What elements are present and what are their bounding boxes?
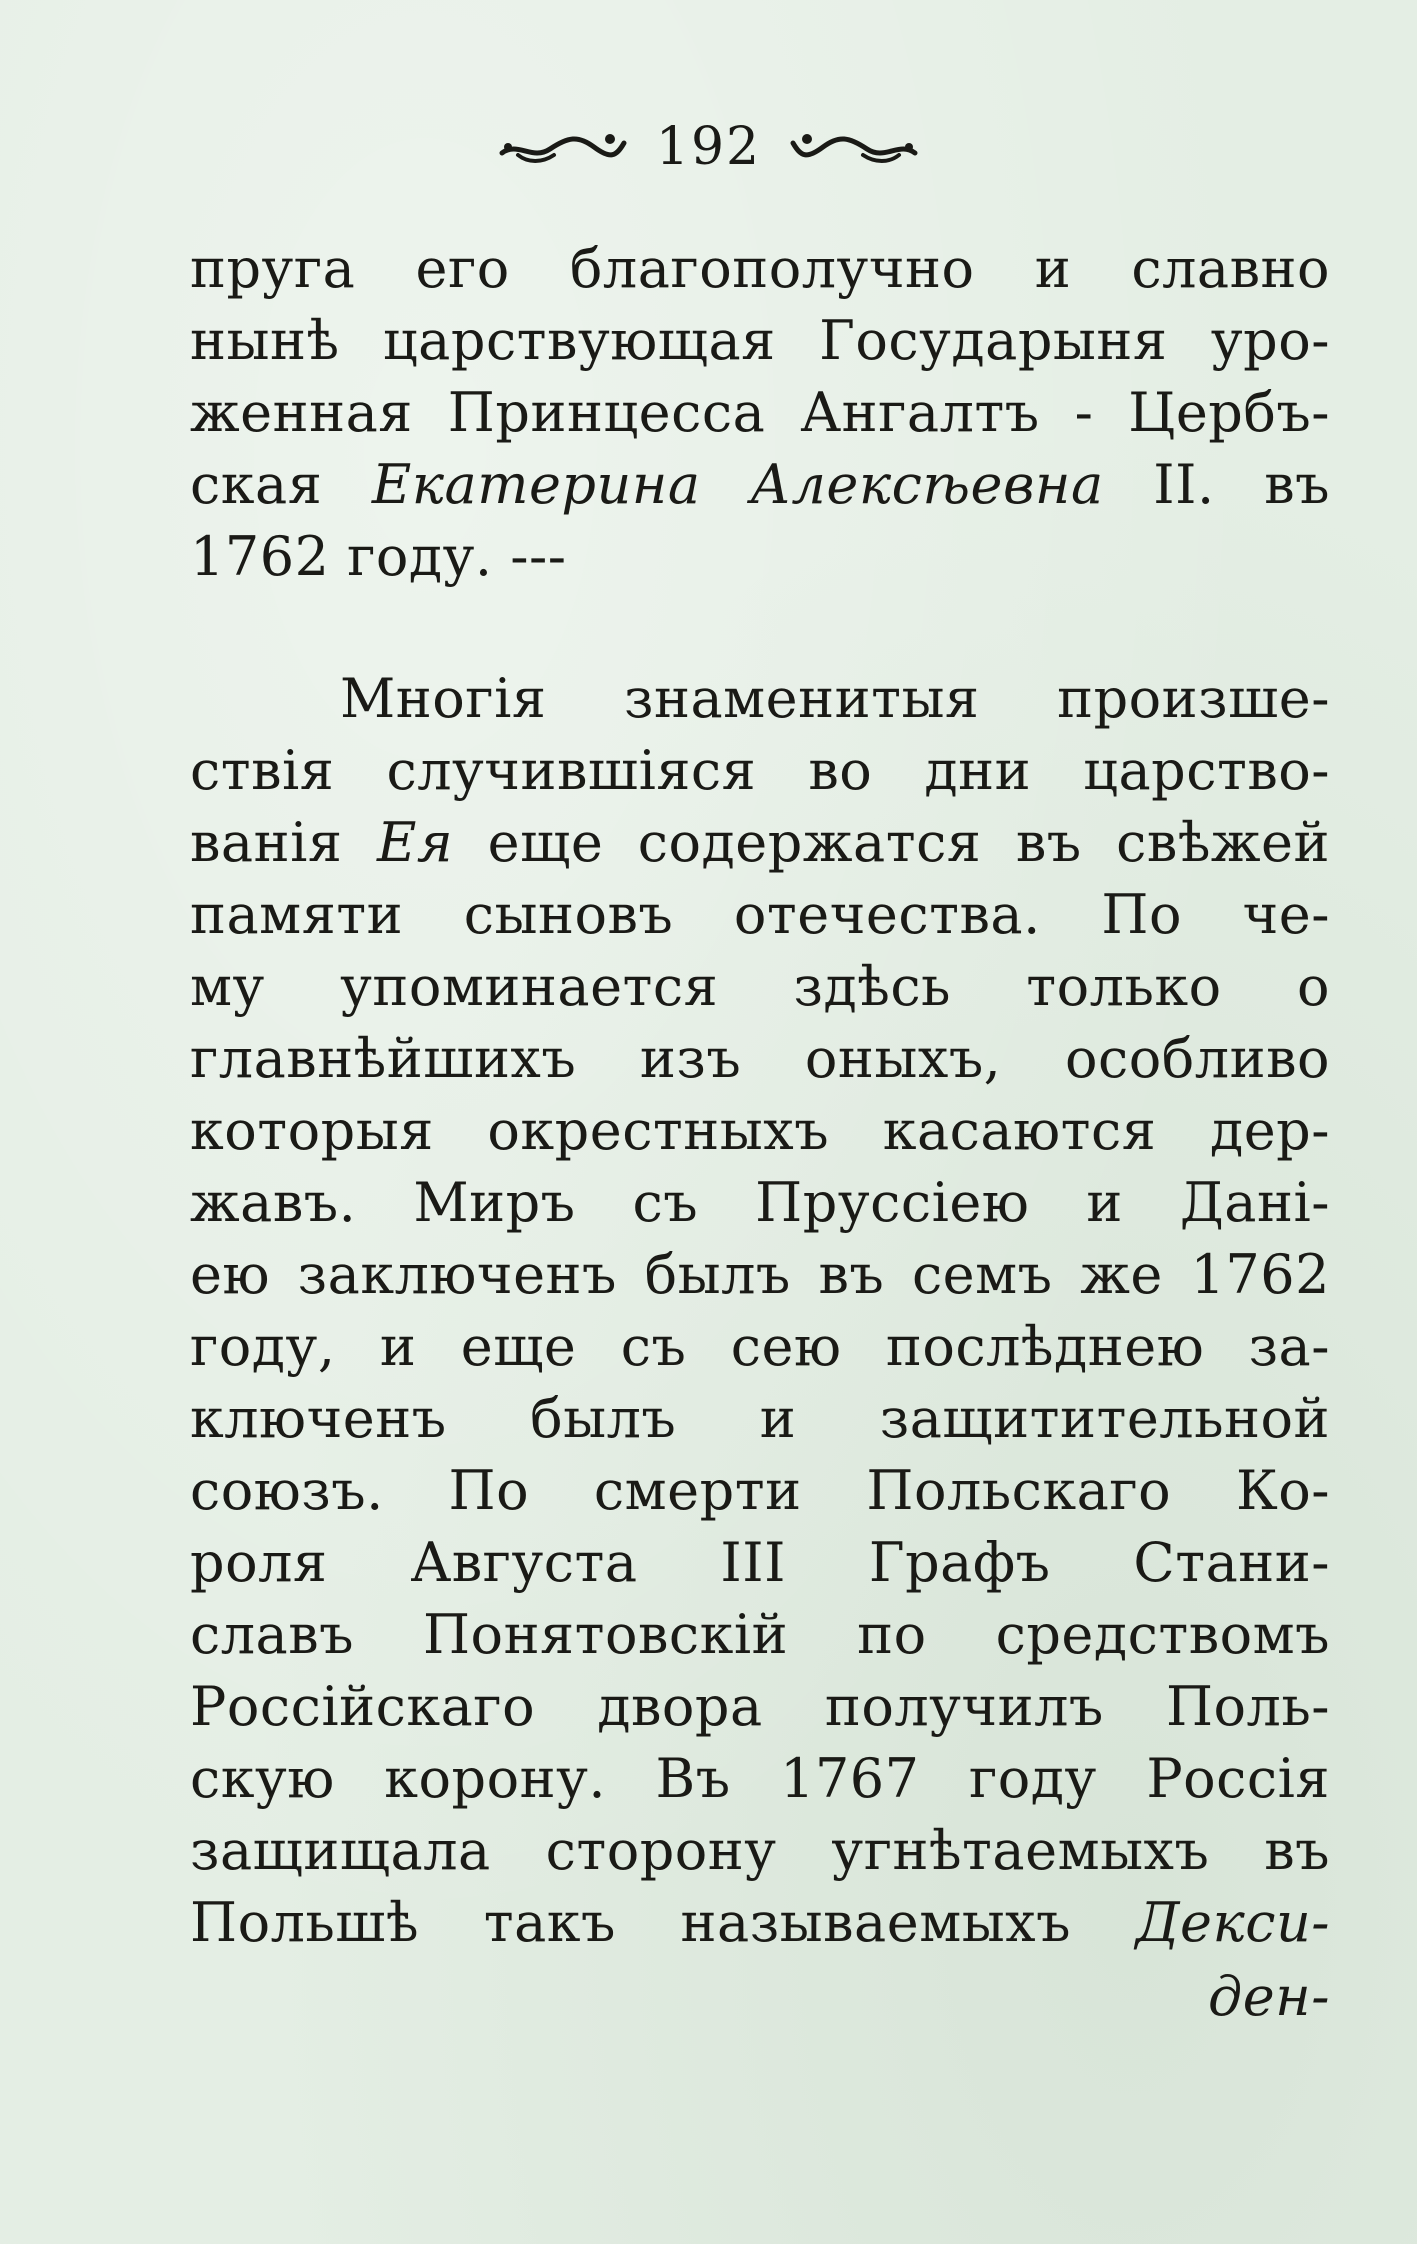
- text-segment: славъ Понятовскій по средствомъ: [190, 1603, 1330, 1666]
- text-line-10: [190, 952, 1330, 1022]
- text-line-7: [190, 736, 1330, 806]
- ornament-right-icon: [789, 127, 919, 167]
- page-number: 192: [655, 117, 762, 177]
- text-segment: ванія: [190, 811, 377, 874]
- page-header: [0, 112, 1417, 182]
- italic-text: Ея: [376, 811, 454, 874]
- text-line-4: [190, 450, 1330, 520]
- text-line-11: [190, 1024, 1330, 1094]
- text-line-15: [190, 1312, 1330, 1382]
- italic-text: Декси-: [1135, 1891, 1330, 1954]
- text-segment: II. въ: [1103, 453, 1330, 516]
- text-segment: Россійскаго двора получилъ Поль-: [190, 1675, 1330, 1738]
- text-segment: нынѣ царствующая Государыня уро-: [190, 309, 1330, 372]
- text-segment: скую корону. Въ 1767 году Россія: [190, 1747, 1330, 1810]
- text-segment: ключенъ былъ и защитительной: [190, 1387, 1330, 1450]
- text-segment: союзъ. По смерти Польскаго Ко-: [190, 1459, 1330, 1522]
- ornament-left-icon: [498, 127, 628, 167]
- text-segment: защищала сторону угнѣтаемыхъ въ: [190, 1819, 1330, 1882]
- text-line-2: [190, 306, 1330, 376]
- text-line-19: [190, 1600, 1330, 1670]
- text-segment: му упоминается здѣсь только о: [190, 955, 1330, 1018]
- text-line-5: [190, 522, 1330, 592]
- text-line-17: [190, 1456, 1330, 1526]
- text-segment: главнѣйшихъ изъ оныхъ, особливо: [190, 1027, 1330, 1090]
- text-line-18: [190, 1528, 1330, 1598]
- text-line-21: [190, 1744, 1330, 1814]
- text-line-8: [190, 808, 1330, 878]
- italic-text: Екатерина Алексѣевна: [371, 453, 1104, 516]
- text-line-23: [190, 1888, 1330, 1958]
- text-line-1: [190, 234, 1330, 304]
- text-segment: которыя окрестныхъ касаются дер-: [190, 1099, 1330, 1162]
- text-segment: ею заключенъ былъ въ семъ же 1762: [190, 1243, 1330, 1306]
- text-segment: памяти сыновъ отечества. По че-: [190, 883, 1330, 946]
- text-segment: ствія случившіяся во дни царство-: [190, 739, 1330, 802]
- text-line-16: [190, 1384, 1330, 1454]
- text-segment: Многія знаменитыя произше-: [340, 667, 1330, 730]
- text-segment: еще содержатся въ свѣжей: [453, 811, 1330, 874]
- text-segment: женная Принцесса Ангалтъ - Цербъ-: [190, 381, 1330, 444]
- text-segment: пруга его благополучно и славно: [190, 237, 1330, 300]
- text-line-9: [190, 880, 1330, 950]
- text-line-14: [190, 1240, 1330, 1310]
- text-segment: ская: [190, 453, 372, 516]
- text-line-20: [190, 1672, 1330, 1742]
- text-segment: 1762 году. ---: [190, 525, 567, 588]
- text-segment: Польшѣ такъ называемыхъ: [190, 1891, 1136, 1954]
- catchword: ден-: [1208, 1965, 1330, 2028]
- text-segment: году, и еще съ сею послѣднею за-: [190, 1315, 1330, 1378]
- text-line-3: [190, 378, 1330, 448]
- text-segment: жавъ. Миръ съ Пруссіею и Дані-: [190, 1171, 1330, 1234]
- text-line-22: [190, 1816, 1330, 1886]
- text-line-6: [190, 664, 1330, 734]
- text-segment: роля Августа III Графъ Стани-: [190, 1531, 1330, 1594]
- text-line-13: [190, 1168, 1330, 1238]
- text-line-12: [190, 1096, 1330, 1166]
